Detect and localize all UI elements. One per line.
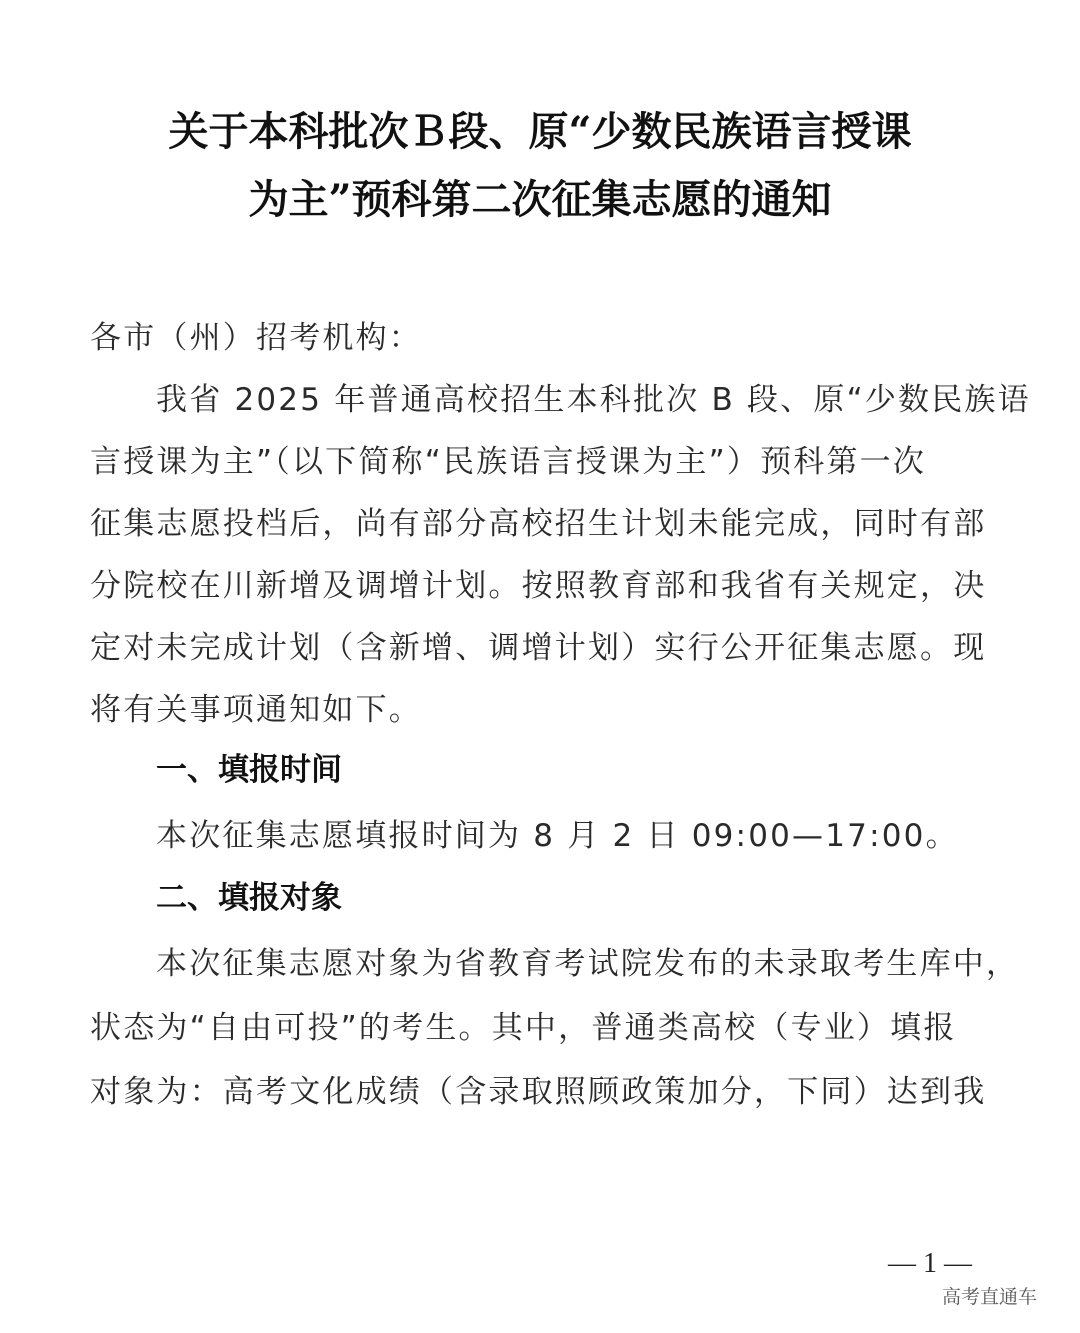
paragraph-line: 我省 2025 年普通高校招生本科批次 B 段、原“少数民族语 <box>156 382 1031 418</box>
paragraph-line: 定对未完成计划（含新增、调增计划）实行公开征集志愿。现 <box>90 630 987 666</box>
paragraph-line: 征集志愿投档后，尚有部分高校招生计划未能完成，同时有部 <box>90 506 987 542</box>
salutation: 各市（州）招考机构： <box>90 320 422 356</box>
section-heading: 二、填报对象 <box>156 880 342 916</box>
page-number: — 1 — <box>888 1248 972 1279</box>
section-heading: 一、填报时间 <box>156 752 342 788</box>
watermark: 高考直通车 <box>942 1286 1038 1308</box>
paragraph-line: 将有关事项通知如下。 <box>90 692 422 728</box>
document-title-line-2: 为主”预科第二次征集志愿的通知 <box>248 176 832 223</box>
paragraph-line: 分院校在川新增及调增计划。按照教育部和我省有关规定，决 <box>90 568 987 604</box>
paragraph-line: 言授课为主”（以下简称“民族语言授课为主”）预科第一次 <box>90 444 927 480</box>
section-line: 对象为：高考文化成绩（含录取照顾政策加分，下同）达到我 <box>90 1074 987 1110</box>
section-line: 本次征集志愿填报时间为 8 月 2 日 09:00—17:00。 <box>156 818 959 854</box>
document-title-line-1: 关于本科批次Ｂ段、原“少数民族语言授课 <box>168 108 912 155</box>
section-line: 本次征集志愿对象为省教育考试院发布的未录取考生库中， <box>156 946 1020 982</box>
section-line: 状态为“自由可投”的考生。其中，普通类高校（专业）填报 <box>90 1010 957 1046</box>
